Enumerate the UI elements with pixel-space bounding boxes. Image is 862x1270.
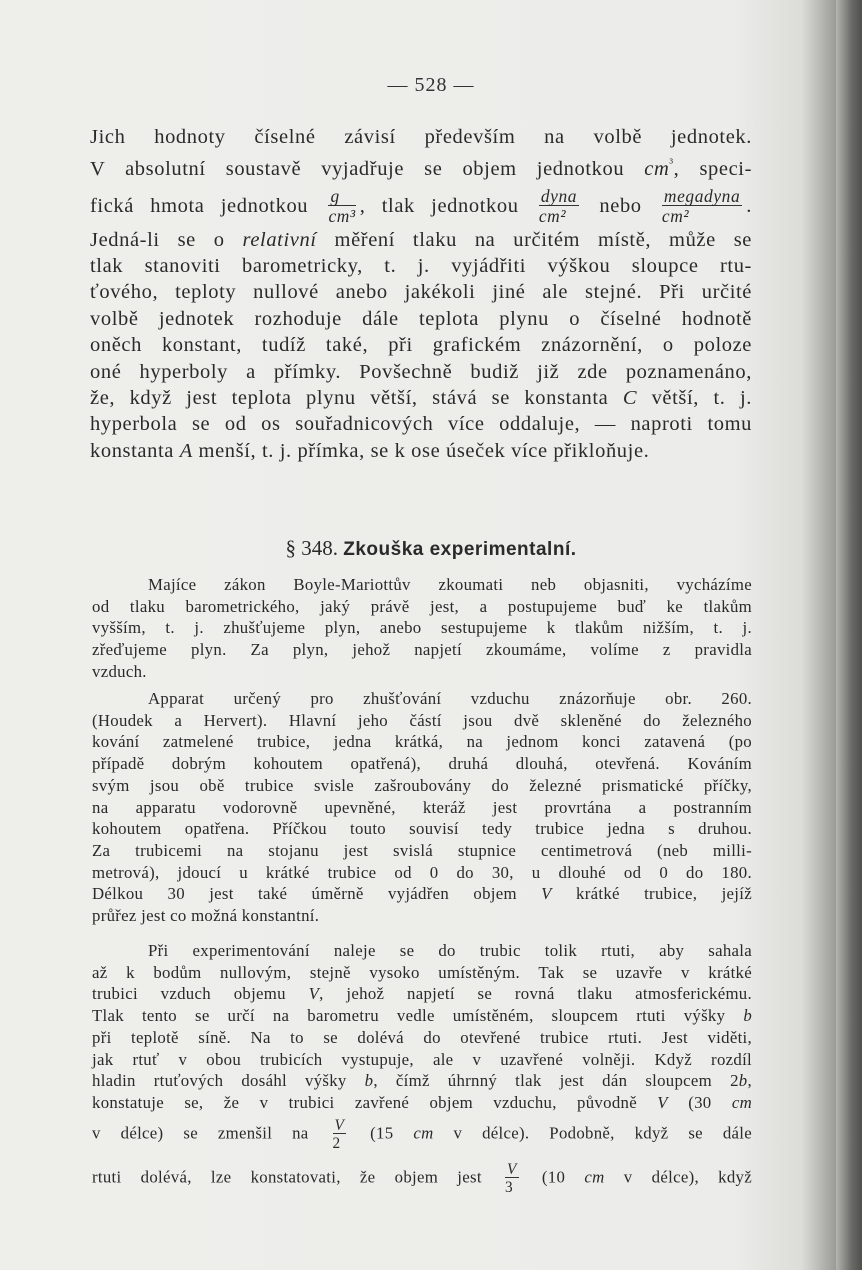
text-line: svým jsou obě trubice svisle zašroubovány do železné prismatické příčky, [92, 775, 752, 795]
text-line: až k bodům nullovým, stejně vysoko umístěným. Tak se uzavře v krátké [92, 962, 752, 982]
text-line: ťového, teploty nullové anebo jakékoli jiné ale stejné. Při určité [90, 281, 752, 304]
text-line: vyšším, t. j. zhušťujeme plyn, anebo sestupujeme k tlakům nižším, t. j. [92, 618, 752, 638]
text-line: oněch konstant, tudíž také, při grafickém znázornění, o poloze [90, 334, 752, 357]
section-sign: § 348. [285, 536, 338, 560]
text-line-with-fraction: rtuti dolévá, lze konstatovati, že objem jest $\frac{V}{3}$ (10 cm v délce), když [92, 1161, 752, 1197]
text-line: tlak stanoviti barometricky, t. j. vyjádřiti výškou sloupce rtu- [90, 255, 752, 278]
paragraph-apparatus [92, 688, 752, 927]
text-line: volbě jednotek rozhoduje dále teplota plynu o číselné hodnotě [90, 307, 752, 330]
text-line: hyperbola se od os souřadnicových více oddaluje, — naproti tomu [90, 413, 752, 436]
page-number: — 528 — [387, 74, 475, 96]
fraction-v-over-3: $\frac{V}{3}$ [505, 1161, 517, 1197]
text-line: V absolutní soustavě vyjadřuje se objem jednotkou $cm^{^3}$, speci- [90, 156, 753, 181]
text-line: Tlak tento se určí na barometru vedle umístěném, sloupcem rtuti výšky b [92, 1006, 753, 1026]
text-line: Délkou 30 jest také úměrně vyjádřen objem V krátké trubice, jejíž [92, 884, 752, 904]
text-line: Jedná-li se o relativní měření tlaku na určitém místě, může se [90, 228, 752, 251]
text-line: kování zatmelené trubice, jedna krátká, na jednom konci zatavená (po [92, 732, 752, 752]
text-line: vzduch. [92, 661, 147, 681]
text-line: metrová), jdoucí u krátké trubice od 0 do 30, u dlouhé od 0 do 180. [92, 862, 752, 882]
text-line: Za trubicemi na stojanu jest svislá stupnice centimetrová (neb milli- [92, 840, 752, 860]
paragraph-intro [90, 124, 752, 464]
text-line: průřez jest co možná konstantní. [92, 906, 320, 926]
fraction-dyna-per-cm2: $\frac{\text{dyna}}{\text{cm²}}$ [538, 186, 578, 227]
text-line: jak rtuť v obou trubicích vystupuje, ale v uzavřené volněji. Když rozdíl [92, 1049, 752, 1069]
text-line: konstanta A menší, t. j. přímka, se k ose úseček více přikloňuje. [90, 439, 650, 462]
text-line: (Houdek a Hervert). Hlavní jeho částí jsou dvě skleněné do železného [92, 710, 752, 730]
section-title: Zkouška experimentalní. [343, 539, 577, 560]
text-line: Apparat určený pro zhušťování vzduchu znázorňuje obr. 260. [148, 689, 752, 708]
text-line: případě dobrým kohoutem opatřená), druhá dlouhá, otevřená. Kováním [92, 754, 752, 774]
text-line-with-fraction: v délce) se zmenšil na $\frac{V}{2}$ (15 cm v délce). Podobně, když se dále [92, 1117, 753, 1153]
text-line: zřeďujeme plyn. Za plyn, jehož napjetí zkoumáme, volíme z pravidla [92, 640, 752, 660]
text-line: Při experimentování naleje se do trubic tolik rtuti, aby sahala [148, 941, 752, 960]
text-line: Jich hodnoty číselné závisí především na volbě jednotek. [90, 126, 752, 148]
fraction-g-per-cm3: $\frac{g}{\text{cm³}}$ [328, 186, 356, 227]
text-line-with-fractions: fická hmota jednotkou $\frac{g}{\text{cm³}}$ , tlak jednotkou $\frac{\text{dyna}}{\text{cm²}}$ nebo $\frac{\text{megadyna}}{\text{cm²}}$ . [90, 186, 752, 227]
paragraph-method [92, 574, 752, 683]
text-line: že, když jest teplota plynu větší, stává se konstanta C větší, t. j. [90, 387, 752, 410]
paragraph-experiment [92, 940, 752, 1114]
text-line: oné hyperboly a přímky. Povšechně budiž již zde poznamenáno, [90, 360, 752, 383]
text-line: trubici vzduch objemu V, jehož napjetí se rovná tlaku atmosferickému. [92, 984, 752, 1004]
text-line: od tlaku barometrického, jaký právě jest, a postupujeme buď ke tlakům [92, 596, 752, 616]
text-line: hladin rtuťových dosáhl výšky b, čímž úhrnný tlak jest dán sloupcem 2b, [92, 1071, 752, 1091]
fraction-megadyna-per-cm2: $\frac{\text{megadyna}}{\text{cm²}}$ [661, 186, 741, 227]
text-line: kohoutem opatřena. Příčkou touto souvisí tedy trubice jedna s druhou. [92, 819, 752, 839]
text-line: konstatuje se, že v trubici zavřené objem vzduchu, původně V (30 cm [92, 1092, 752, 1112]
text-line: Majíce zákon Boyle-Mariottův zkoumati neb objasniti, vycházíme [148, 575, 752, 594]
section-heading [0, 536, 862, 561]
text-line: při teplotě síně. Na to se dolévá do otevřené trubice rtuti. Jest viděti, [92, 1027, 752, 1047]
text-line: na apparatu vodorovně upevněné, kteráž jest provrtána a postranním [92, 797, 752, 817]
fraction-v-over-2: $\frac{V}{2}$ [332, 1117, 345, 1153]
book-spine [836, 0, 862, 1270]
